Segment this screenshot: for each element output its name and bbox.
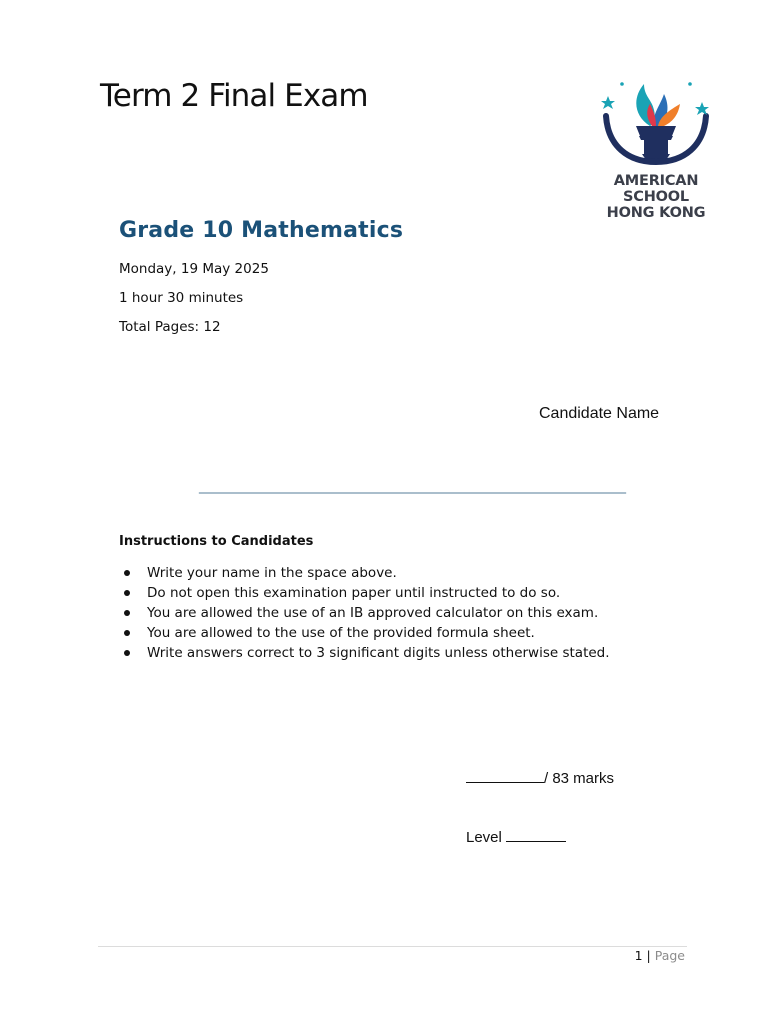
- list-item: You are allowed to the use of the provided formula sheet.: [119, 624, 610, 644]
- marks-blank: [466, 769, 544, 783]
- exam-title: Term 2 Final Exam: [100, 78, 368, 114]
- level-field: [466, 828, 566, 846]
- list-item: Write answers correct to 3 significant digits unless otherwise stated.: [119, 644, 610, 664]
- school-logo: [594, 76, 718, 226]
- instructions-heading: Instructions to Candidates: [119, 534, 314, 549]
- footer-separator: |: [646, 948, 651, 963]
- page-word: Page: [654, 948, 685, 963]
- instructions-list: [119, 564, 610, 664]
- page-number: 1: [634, 948, 643, 963]
- list-item: Write your name in the space above.: [119, 564, 610, 584]
- list-item: You are allowed the use of an IB approved calculator on this exam.: [119, 604, 610, 624]
- exam-duration: 1 hour 30 minutes: [119, 290, 244, 306]
- logo-line-1: AMERICAN: [613, 173, 699, 189]
- level-label: Level: [466, 829, 502, 846]
- exam-date: Monday, 19 May 2025: [119, 261, 269, 277]
- page-footer: [635, 948, 685, 963]
- list-item: Do not open this examination paper until instructed to do so.: [119, 584, 610, 604]
- level-blank: [506, 828, 566, 842]
- logo-line-2: SCHOOL: [623, 189, 689, 205]
- marks-total: / 83 marks: [544, 770, 615, 787]
- subject-heading: Grade 10 Mathematics: [119, 218, 404, 243]
- total-pages: Total Pages: 12: [119, 319, 221, 335]
- candidate-name-label: Candidate Name: [539, 405, 660, 422]
- name-divider-line: [92, 492, 733, 494]
- logo-line-3: HONG KONG: [606, 205, 706, 221]
- marks-field: [466, 769, 614, 787]
- footer-divider: [98, 946, 687, 947]
- torch-logo-icon: [594, 76, 718, 172]
